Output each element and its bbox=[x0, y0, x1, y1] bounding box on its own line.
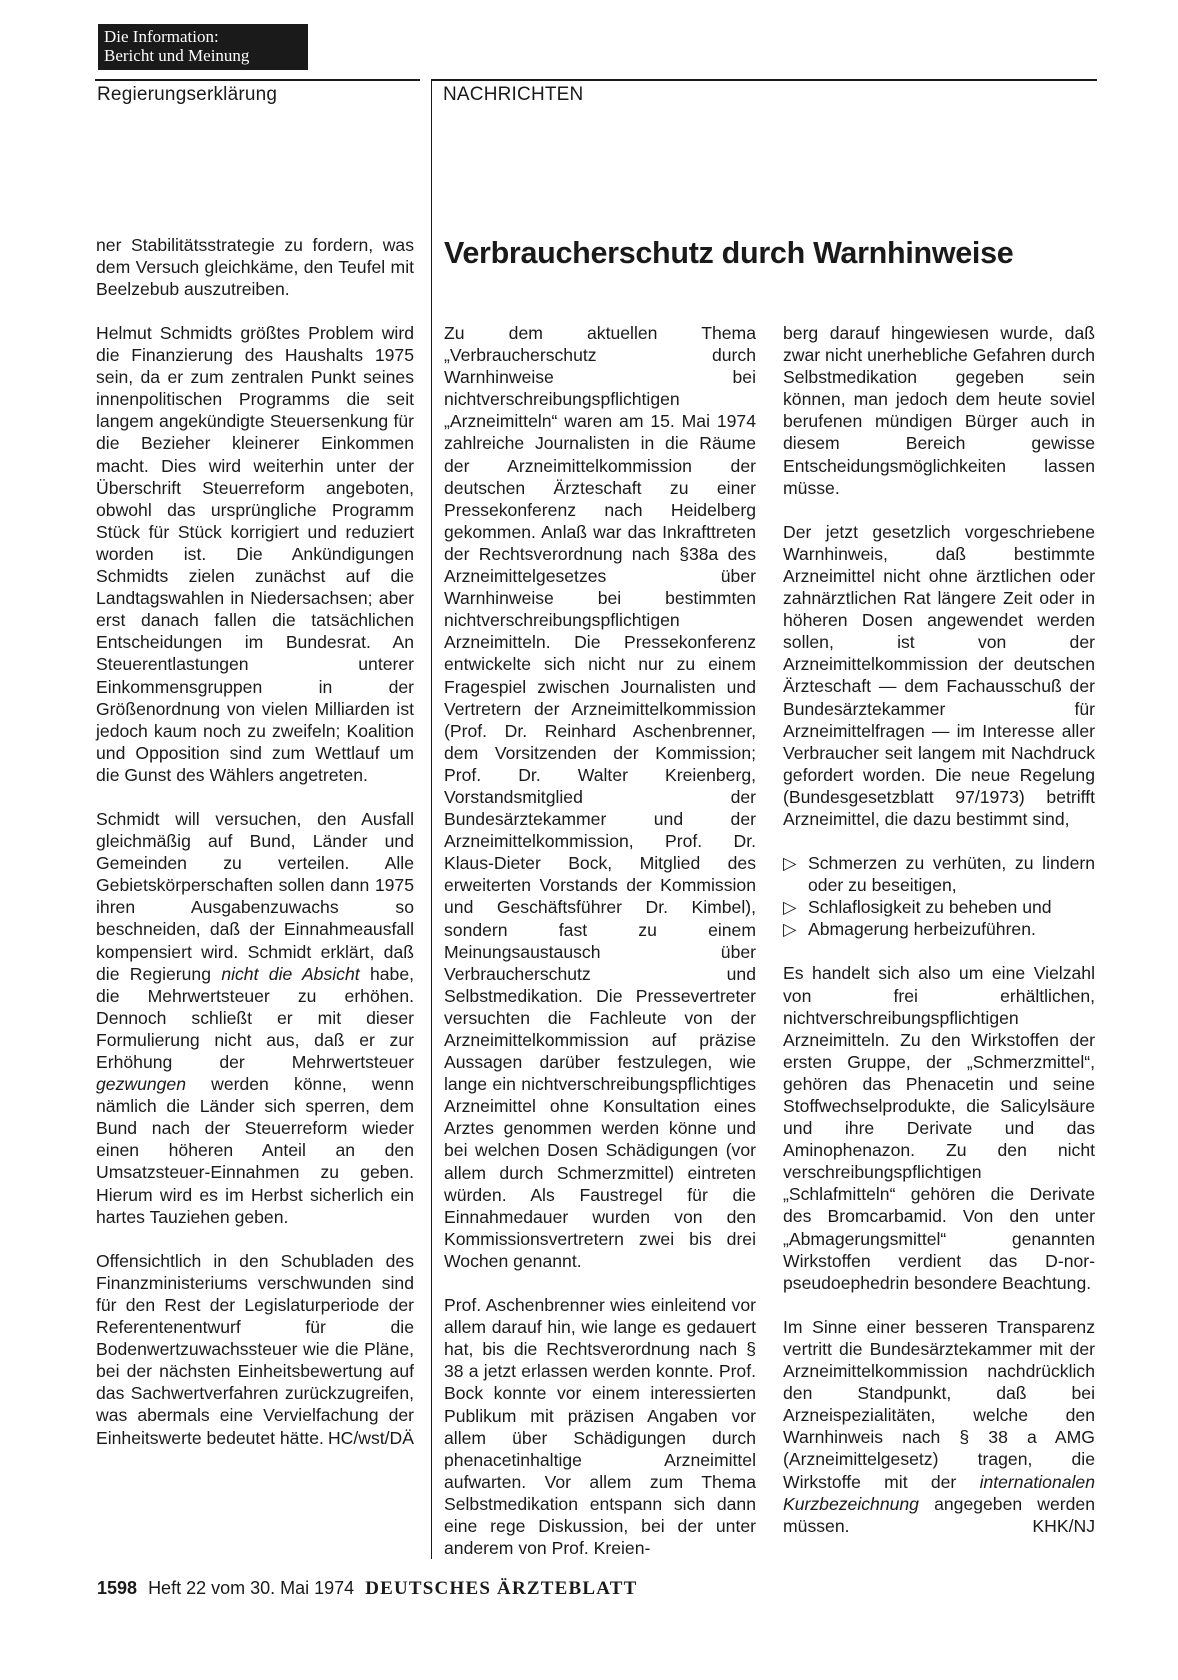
triangle-bullet-icon: ▷ bbox=[783, 853, 797, 874]
masthead-box bbox=[98, 24, 308, 70]
right-column bbox=[783, 322, 1095, 1537]
emphasis: gezwungen bbox=[96, 1074, 186, 1095]
paragraph: Offensichtlich in den Schubladen des Finanzministeriums verschwunden sind für den Rest der Legislaturperiode der Referentenentwurf für die Bodenwertzuwachssteuer wie die Pläne, bei der nächsten Einheitsbewertung auf das Sachwertverfahren zurückzugreifen, was abermals eine Vervielfachung der Einheitswerte bedeutet hätte. HC/wst/DÄ bbox=[96, 1250, 414, 1448]
triangle-bullet-icon: ▷ bbox=[783, 897, 797, 918]
section-label-right: NACHRICHTEN bbox=[443, 84, 584, 105]
left-column-top bbox=[96, 234, 414, 300]
right-top-rule bbox=[431, 79, 1097, 81]
column-divider bbox=[431, 79, 432, 1559]
list-item: ▷ Abmagerung herbeizuführen. bbox=[783, 919, 1036, 940]
paragraph: ner Stabilitätsstrategie zu fordern, was dem Versuch gleichkäme, den Teufel mit Beelzebub auszutreiben. bbox=[96, 235, 414, 300]
bullet-list bbox=[783, 852, 1095, 940]
emphasis: internationalen Kurzbezeichnung bbox=[783, 1471, 1095, 1514]
paragraph: Helmut Schmidts größtes Problem wird die Finanzierung des Haushalts 1975 sein, da er zum zentralen Punkt seines innenpolitischen Programms die seit langem angekündigte Steuersenkung für die Bezieher kleinerer Einkommen macht. Dies wird weiterhin unter der Überschrift Steuerreform angeboten, obwohl das ursprüngliche Programm Stück für Stück korrigiert und reduziert worden ist. Die Ankündigungen Schmidts zielen zunächst auf die Landtagswahlen in Niedersachsen; aber erst danach fallen die tatsächlichen Entscheidungen im Bundesrat. An Steuerentlastungen unterer Einkommensgruppen in der Größenordnung von vielen Milliarden ist jedoch kaum noch zu zweifeln; Koalition und Opposition sind zum Wettlauf um die Gunst des Wählers angetreten. bbox=[96, 323, 414, 785]
author-signature: KHK/NJ bbox=[1032, 1515, 1095, 1536]
paragraph: Zu dem aktuellen Thema „Verbraucherschutz durch Warnhinweise bei nichtverschreibungspflichtigen „Arzneimitteln“ waren am 15. Mai 1974 zahlreiche Journalisten in die Räume der Arzneimittelkommission der deutschen Ärzteschaft zu einer Pressekonferenz nach Heidelberg gekommen. Anlaß war das Inkrafttreten der Rechtsverordnung nach §38a des Arzneimittelgesetzes über Warnhinweise bei bestimmten nichtverschreibungspflichtigen Arzneimitteln. Die Pressekonferenz entwickelte sich nicht nur zu einem Fragespiel zwischen Journalisten und Vertretern der Arzneimittelkommission (Prof. Dr. Reinhard Aschenbrenner, dem Vorsitzenden der Kommission; Prof. Dr. Walter Kreienberg, Vorstandsmitglied der Bundesärztekammer und der Arzneimittelkommission, Prof. Dr. Klaus-Dieter Bock, Mitglied des erweiterten Vorstands der Kommission und Geschäftsführer Dr. Kimbel), sondern fast zu einem Meinungsaustausch über Verbraucherschutz und Selbstmedikation. Die Pressevertreter versuchten die Fachleute von der Arzneimittelkommission auf präzise Aussagen darüber festzulegen, wie lange ein nichtverschreibungspflichtiges Arzneimittel ohne Konsultation eines Arztes genommen werden könne und bei welchen Dosen Schädigungen (vor allem durch Schmerzmittel) eintreten würden. Als Faustregel für die Einnahmedauer wurden von den Kommissionsvertretern zwei bis drei Wochen genannt. bbox=[444, 323, 756, 1271]
section-label-left: Regierungserklärung bbox=[97, 84, 278, 105]
paragraph: Der jetzt gesetzlich vorgeschriebene Warnhinweis, daß bestimmte Arzneimittel nicht ohne ärztlichen oder zahnärztlichen Rat längere Zeit oder in höheren Dosen angewendet werden sollen, ist von der Arzneimittelkommission der deutschen Ärzteschaft — dem Fachausschuß der Bundesärztekammer für Arzneimittelfragen — im Interesse aller Verbraucher seit langem mit Nachdruck gefordert worden. Die neue Regelung (Bundesgesetzblatt 97/1973) betrifft Arzneimittel, die dazu bestimmt sind, bbox=[783, 521, 1095, 829]
paragraph: Im Sinne einer besseren Transparenz vertritt die Bundesärztekammer mit der Arzneimittelkommission nachdrücklich den Standpunkt, daß bei Arzneispezialitäten, welche den Warnhinweis nach § 38 a AMG (Arzneimittelgesetz) tragen, die Wirkstoffe mit der internationalen Kurzbezeichnung angegeben werden müssen. KHK/NJ bbox=[783, 1316, 1095, 1536]
masthead-line-1: Die Information: bbox=[104, 27, 219, 46]
list-item: ▷ Schlaflosigkeit zu beheben und bbox=[783, 897, 1052, 918]
page-footer bbox=[97, 1578, 638, 1600]
journal-name: DEUTSCHES ÄRZTEBLATT bbox=[365, 1578, 638, 1599]
middle-column bbox=[444, 322, 756, 1559]
issue-info: Heft 22 vom 30. Mai 1974 bbox=[148, 1578, 355, 1598]
left-top-rule bbox=[95, 79, 420, 81]
paragraph: Es handelt sich also um eine Vielzahl von frei erhältlichen, nichtverschreibungspflichtigen Arzneimitteln. Zu den Wirkstoffen der ersten Gruppe, der „Schmerzmittel“, gehören das Phenacetin und seine Stoffwechselprodukte, die Salicylsäure und ihre Derivate und das Aminophenazon. Zu den nicht verschreibungspflichtigen „Schlafmitteln“ gehören die Derivate des Bromcarbamid. Von den unter „Abmagerungsmittel“ genannten Wirkstoffen verdient das D-nor-pseudoephedrin besondere Beachtung. bbox=[783, 963, 1095, 1293]
paragraph: Schmidt will versuchen, den Ausfall gleichmäßig auf Bund, Länder und Gemeinden zu verteilen. Alle Gebietskörperschaften sollen dann 1975 ihren Ausgabenzuwachs so beschneiden, daß der Einnahmeausfall kompensiert wird. Schmidt erklärt, daß die Regierung nicht die Absicht habe, die Mehrwertsteuer zu erhöhen. Dennoch schließt er mit dieser Formulierung nicht aus, daß er zur Erhöhung der Mehrwertsteuer gezwungen werden könne, wenn nämlich die Länder sich sperren, dem Bund nach der Steuerreform wieder einen höheren Anteil an den Umsatzsteuer-Einnahmen zu geben. Hierum wird es im Herbst sicherlich ein hartes Tauziehen geben. bbox=[96, 808, 415, 1227]
list-item: ▷ Schmerzen zu verhüten, zu lindern oder zu beseitigen, bbox=[783, 853, 1095, 896]
article-headline: Verbraucherschutz durch Warnhinweise bbox=[444, 236, 1014, 270]
emphasis: nicht die Absicht bbox=[221, 963, 360, 984]
masthead-line-2: Bericht und Meinung bbox=[104, 46, 250, 65]
left-column bbox=[96, 322, 414, 1449]
page-number: 1598 bbox=[97, 1578, 138, 1598]
triangle-bullet-icon: ▷ bbox=[783, 919, 797, 940]
author-signature: HC/wst/DÄ bbox=[327, 1427, 414, 1448]
paragraph: Prof. Aschenbrenner wies einleitend vor allem darauf hin, wie lange es gedauert hat, bis die Rechtsverordnung nach § 38 a jetzt erlassen werden konnte. Prof. Bock konnte vor einem interessierten Publikum mit präzisen Angaben vor allem über Schädigungen durch phenacetinhaltige Arzneimittel aufwarten. Vor allem zum Thema Selbstmedikation entspann sich dann eine rege Diskussion, bei der unter anderem von Prof. Kreien- bbox=[444, 1295, 756, 1559]
paragraph: berg darauf hingewiesen wurde, daß zwar nicht unerhebliche Gefahren durch Selbstmedikation gegeben sein können, man jedoch dem heute soviel berufenen mündigen Bürger auch in diesem Bereich gewisse Entscheidungsmöglichkeiten lassen müsse. bbox=[783, 323, 1095, 498]
